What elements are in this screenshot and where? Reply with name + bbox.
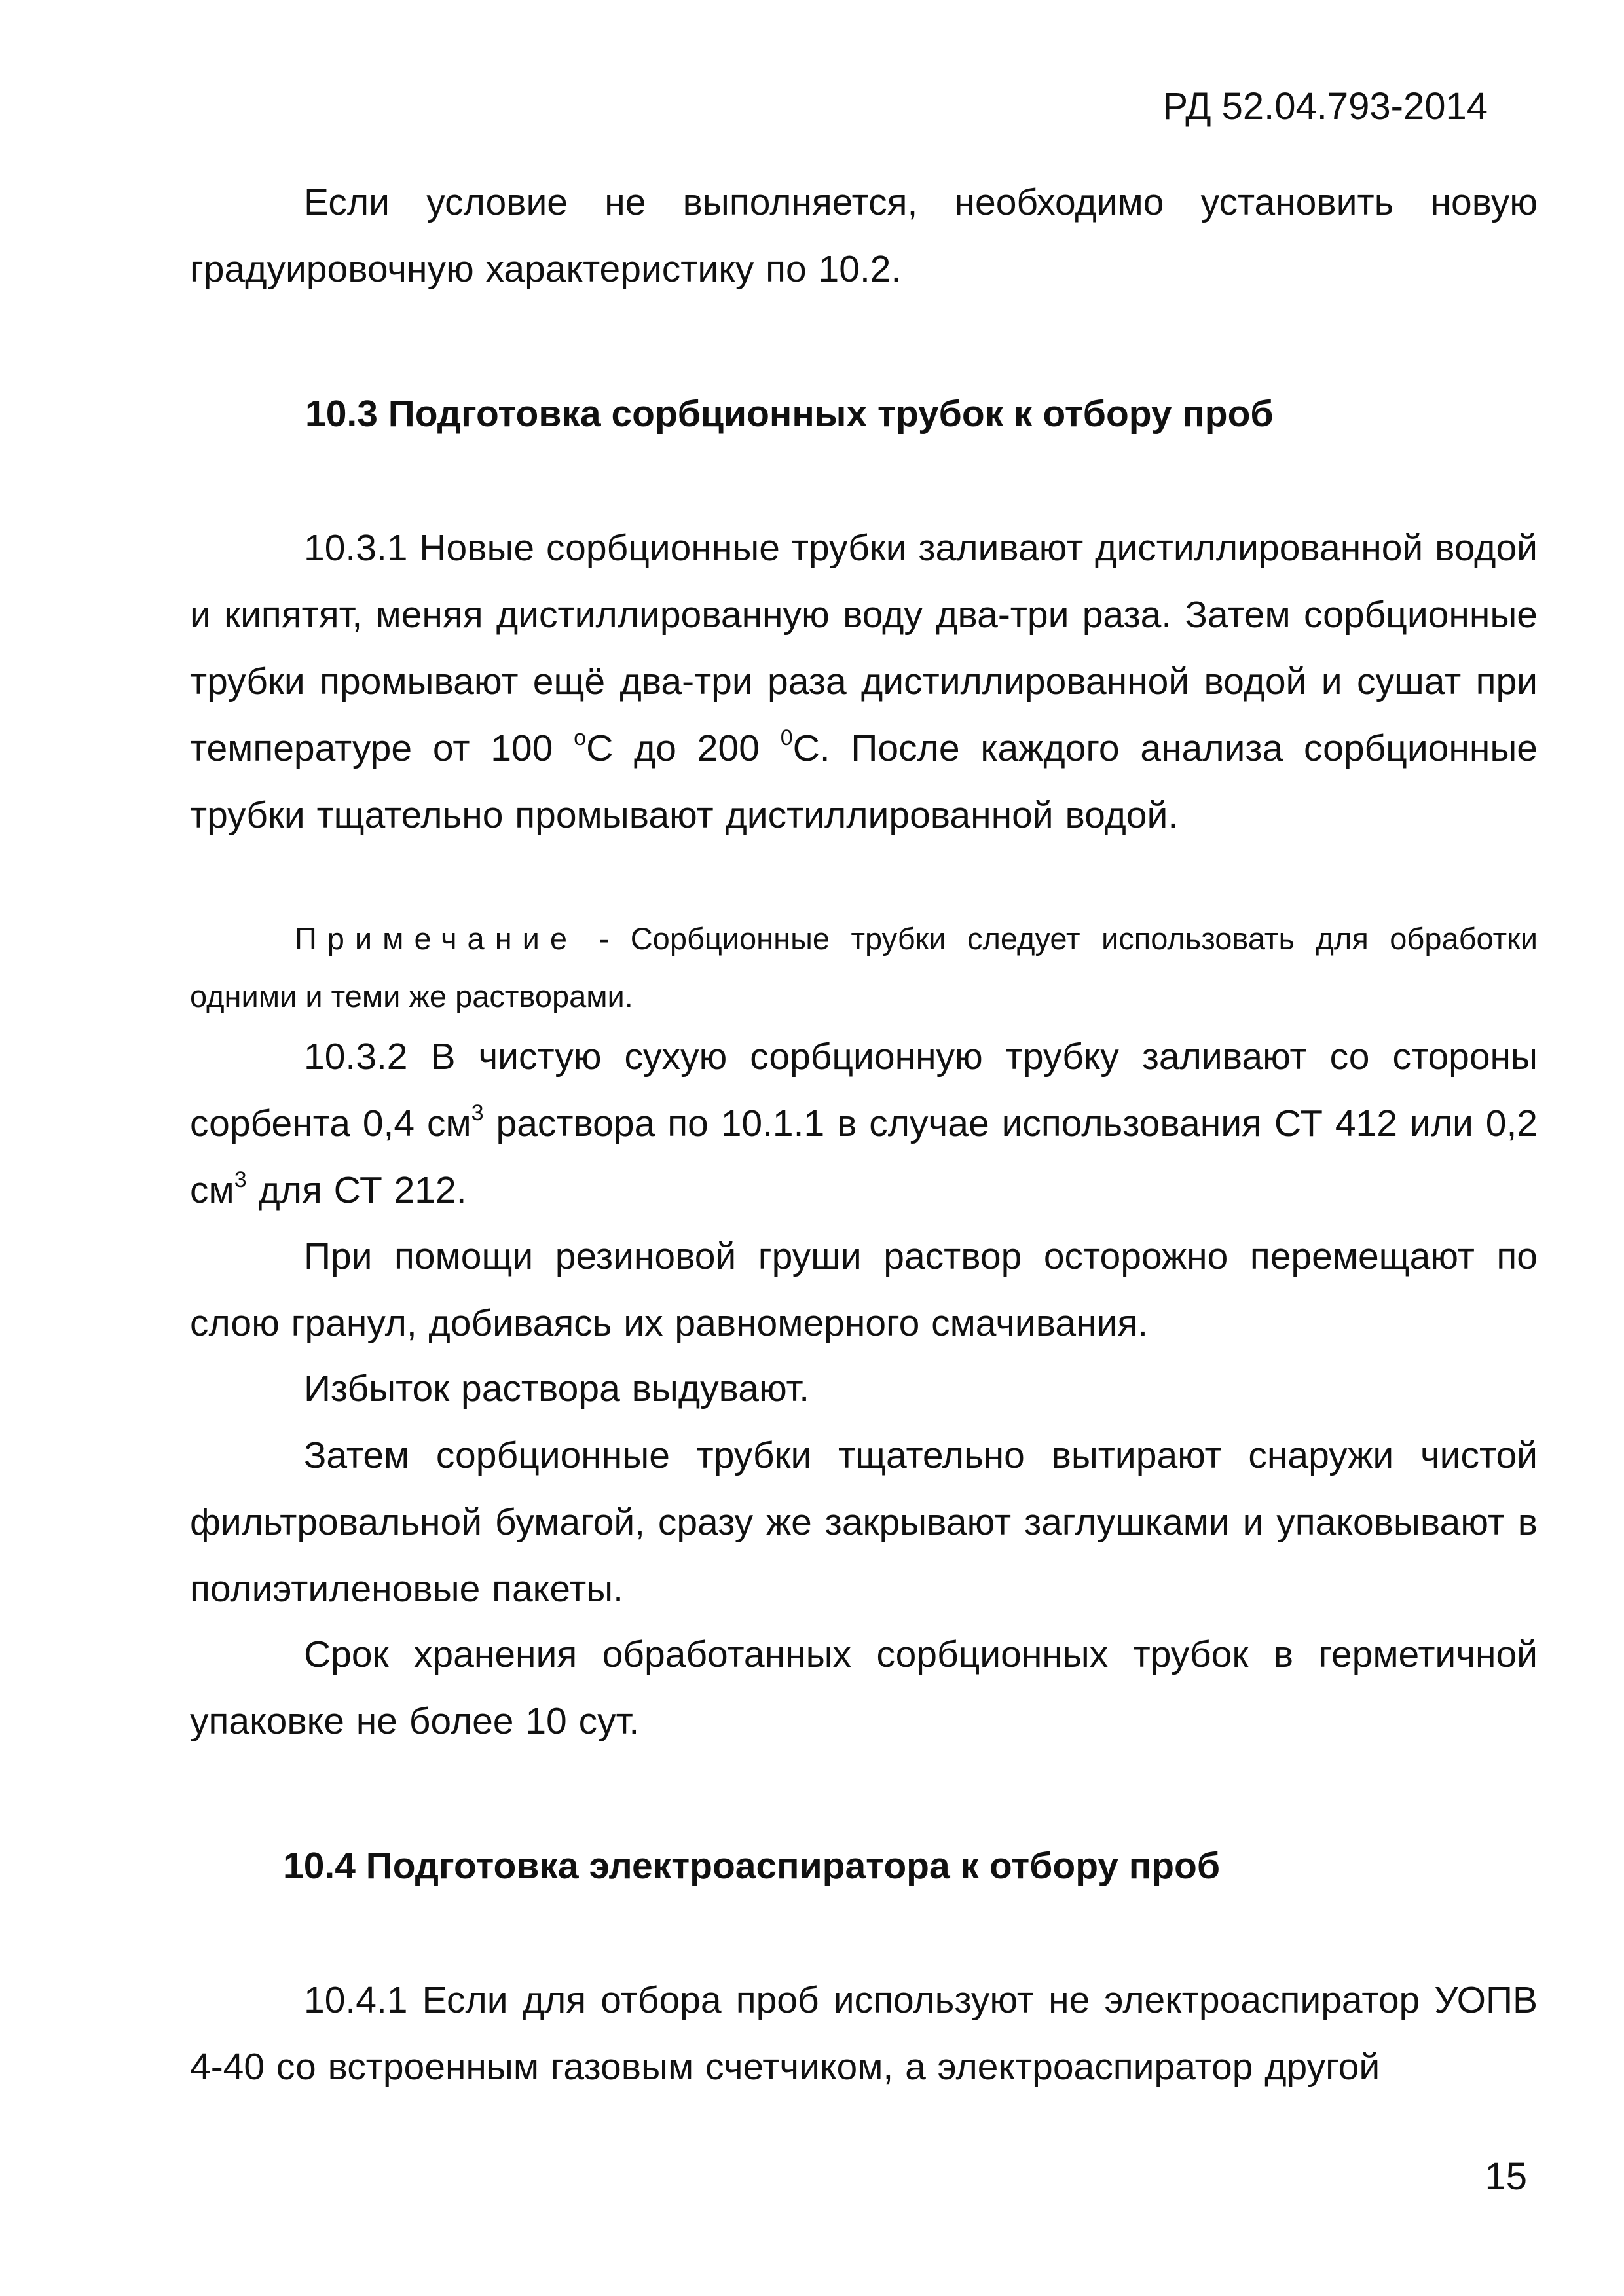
- paragraph-intro: [190, 169, 1538, 302]
- paragraph-10-3-2: [190, 1023, 1538, 1224]
- paragraph-wipe-text: Затем сорбционные трубки тщательно вытирают снаружи чистой фильтровальной бумагой, сразу же закрывают заглушками и упаковывают в полиэтиленовые пакеты.: [190, 1434, 1538, 1610]
- paragraph-10-3-1: [190, 515, 1538, 848]
- paragraph-wipe: [190, 1422, 1538, 1622]
- degree-superscript: 0: [780, 725, 793, 750]
- note-text: - Сорбционные трубки следует использовать для обработки одними и теми же растворами.: [190, 921, 1538, 1013]
- note-label: Примечание: [295, 921, 578, 956]
- paragraph-10-3-2-text-b: раствора по 10.1.1 в случае использования СТ 412 или 0,2 см: [190, 1102, 1538, 1211]
- paragraph-10-3-1-text-a: 10.3.1 Новые сорбционные трубки заливают дистиллированной водой и кипятят, меняя дистиллированную воду два-три раза. Затем сорбционные трубки промывают ещё два-три раза дистиллированной водой и сушат при температуре от 100: [190, 527, 1538, 769]
- document-code: РД 52.04.793-2014: [1162, 85, 1488, 128]
- paragraph-10-4-1-text: 10.4.1 Если для отбора проб используют не электроаспиратор УОПВ 4-40 со встроенным газовым счетчиком, а электроаспиратор другой: [190, 1979, 1538, 2088]
- paragraph-storage-text: Срок хранения обработанных сорбционных трубок в герметичной упаковке не более 10 сут.: [190, 1633, 1538, 1742]
- paragraph-pear-text: При помощи резиновой груши раствор осторожно перемещают по слою гранул, добиваясь их равномерного смачивания.: [190, 1235, 1538, 1344]
- paragraph-10-3-2-text-a: 10.3.2 В чистую сухую сорбционную трубку заливают со стороны сорбента 0,4 см: [190, 1036, 1538, 1144]
- cubic-superscript: 3: [234, 1167, 247, 1192]
- page-number: 15: [1485, 2155, 1527, 2198]
- note-block: [190, 910, 1538, 1025]
- section-heading-10-4: 10.4 Подготовка электроаспиратора к отбору проб: [283, 1845, 1221, 1887]
- paragraph-storage: [190, 1621, 1538, 1755]
- paragraph-excess: [190, 1355, 1538, 1422]
- cubic-superscript: 3: [471, 1101, 484, 1125]
- paragraph-10-3-1-text-b: С до 200: [586, 727, 781, 769]
- paragraph-10-4-1: [190, 1967, 1538, 2100]
- degree-superscript: о: [574, 725, 587, 750]
- paragraph-10-3-1-text-c: С. После каждого анализа сорбционные трубки тщательно промывают дистиллированной водой.: [190, 727, 1538, 836]
- section-heading-10-3: 10.3 Подготовка сорбционных трубок к отбору проб: [305, 393, 1274, 435]
- paragraph-pear: [190, 1223, 1538, 1357]
- paragraph-10-3-2-text-c: для СТ 212.: [246, 1169, 467, 1211]
- paragraph-intro-text: Если условие не выполняется, необходимо установить новую градуировочную характеристику по 10.2.: [190, 181, 1538, 290]
- paragraph-excess-text: Избыток раствора выдувают.: [304, 1368, 810, 1410]
